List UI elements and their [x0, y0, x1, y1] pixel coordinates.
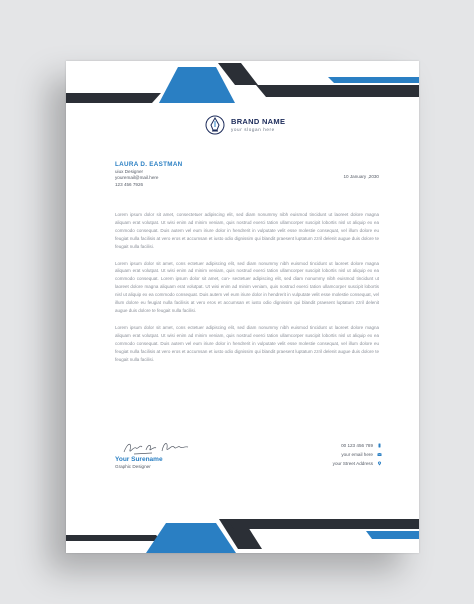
pen-logo-icon	[205, 115, 225, 135]
signature-title: Graphic Designer	[115, 464, 151, 469]
recipient-phone: 123 456 7926	[115, 181, 144, 187]
brand-name: BRAND NAME	[231, 117, 286, 126]
footer-black-bar-right	[226, 519, 419, 529]
contact-email	[333, 450, 382, 459]
header-black-bar-left	[66, 93, 161, 103]
contact-phone	[333, 441, 382, 450]
footer-blue-bar-right	[366, 531, 419, 539]
footer-decoration	[66, 493, 419, 553]
letter-date: 10 January ,2030	[343, 174, 379, 179]
recipient-email: youremail@mail.here	[115, 175, 159, 181]
contact-address	[333, 459, 382, 468]
header-decoration	[66, 61, 419, 121]
contact-list	[333, 441, 382, 468]
letter-body	[115, 211, 379, 372]
letterhead-sheet	[66, 61, 419, 553]
body-paragraph: Lorem ipsum dolor sit amet, cons ectetuer adipiscing elit, sed diam nonummy nibh euismod tincidunt ut laoreet dolore magna aliquam erat volutpat. Ut wisi enim ad minim veniam, quis nostrud exerci tation ullamcorper suscipit lobortis nisl ut aliquip ex ea commodo consequat. Duis autem vel eum iriure dolor in hendrerit in vulputate velit esse molestie consequat, vel illum dolore eu feugiat nulla facilisis at vero eros et accumsan et iusto odio dignissim qui blandit praesent luptatum zzril delenit augue duis dolore te feugait nulla facilisi.	[115, 324, 379, 362]
contact-phone-text: 00 123 456 789	[341, 443, 373, 448]
footer-black-bar-left	[66, 535, 162, 541]
contact-address-text: your Street Address	[332, 461, 373, 466]
brand-slogan: your slogan here	[231, 127, 275, 132]
handwritten-signature	[122, 438, 196, 458]
footer-blue-trapezoid	[146, 523, 236, 553]
brand-block	[205, 115, 285, 135]
signature-name: Your Surename	[115, 456, 163, 463]
recipient-role: uiux Designer	[115, 169, 144, 174]
email-icon	[377, 452, 382, 457]
header-blue-bar-right	[328, 77, 419, 83]
header-black-bar-right	[256, 85, 419, 97]
brand-text	[231, 117, 285, 133]
header-black-chevron	[218, 63, 258, 85]
recipient-block	[115, 161, 183, 188]
contact-email-text: your email here	[341, 452, 373, 457]
location-icon	[377, 461, 382, 466]
header-blue-trapezoid	[159, 67, 235, 103]
body-paragraph: Lorem ipsum dolor sit amet, cons ectetuer adipiscing elit, sed diam nonummy nibh euismod tincidunt ut laoreet dolore magna aliquam erat volutpat. Ut wisi enim ad minim veniam, quis nostrud exerci tation ullamcorper suscipit lobortis nisl ut aliquip ex ea commodo consequat. Lorem ipsum dolor sit amet, con- sectetuer adipiscing elit, sed diam nonummy nibh euismod tincidunt ut laoreet dolore magna aliquam erat volutpat. Ut wisi enim ad minim veniam, quis nostrud exerci tation ullamcorper suscipit lobortis nisl ut aliquip ex ea commodo consequat. Duis autem vel eum iriure dolor in hendrerit in vulputate velit esse molestie consequat, vel illum dolore eu feugiat nulla facilisis at vero eros et accumsan et iusto odio dignissim qui blandit praesent luptatum zzril delenit augue duis dolore te feugait nulla facilisi.	[115, 260, 379, 313]
body-paragraph: Lorem ipsum dolor sit amet, consectetuer adipiscing elit, sed diam nonummy nibh euismod tincidunt ut laoreet dolore magna aliquam erat volutpat. Ut wisi enim ad minim veniam, quis nostrud exerci tation ullamcorper suscipit lobortis nisl ut aliquip ex ea commodo consequat. Duis autem vel eum iriure dolor in hendrerit in vulputate velit esse molestie consequat, vel illum dolore eu feugiat nulla facilisis at vero eros et accumsan et iusto odio dignissim qui blandit praesent luptatum zzril delenit augue duis dolore te feugait nulla facilisi.	[115, 212, 379, 249]
recipient-name: LAURA D. EASTMAN	[115, 161, 183, 168]
phone-icon	[377, 443, 382, 448]
